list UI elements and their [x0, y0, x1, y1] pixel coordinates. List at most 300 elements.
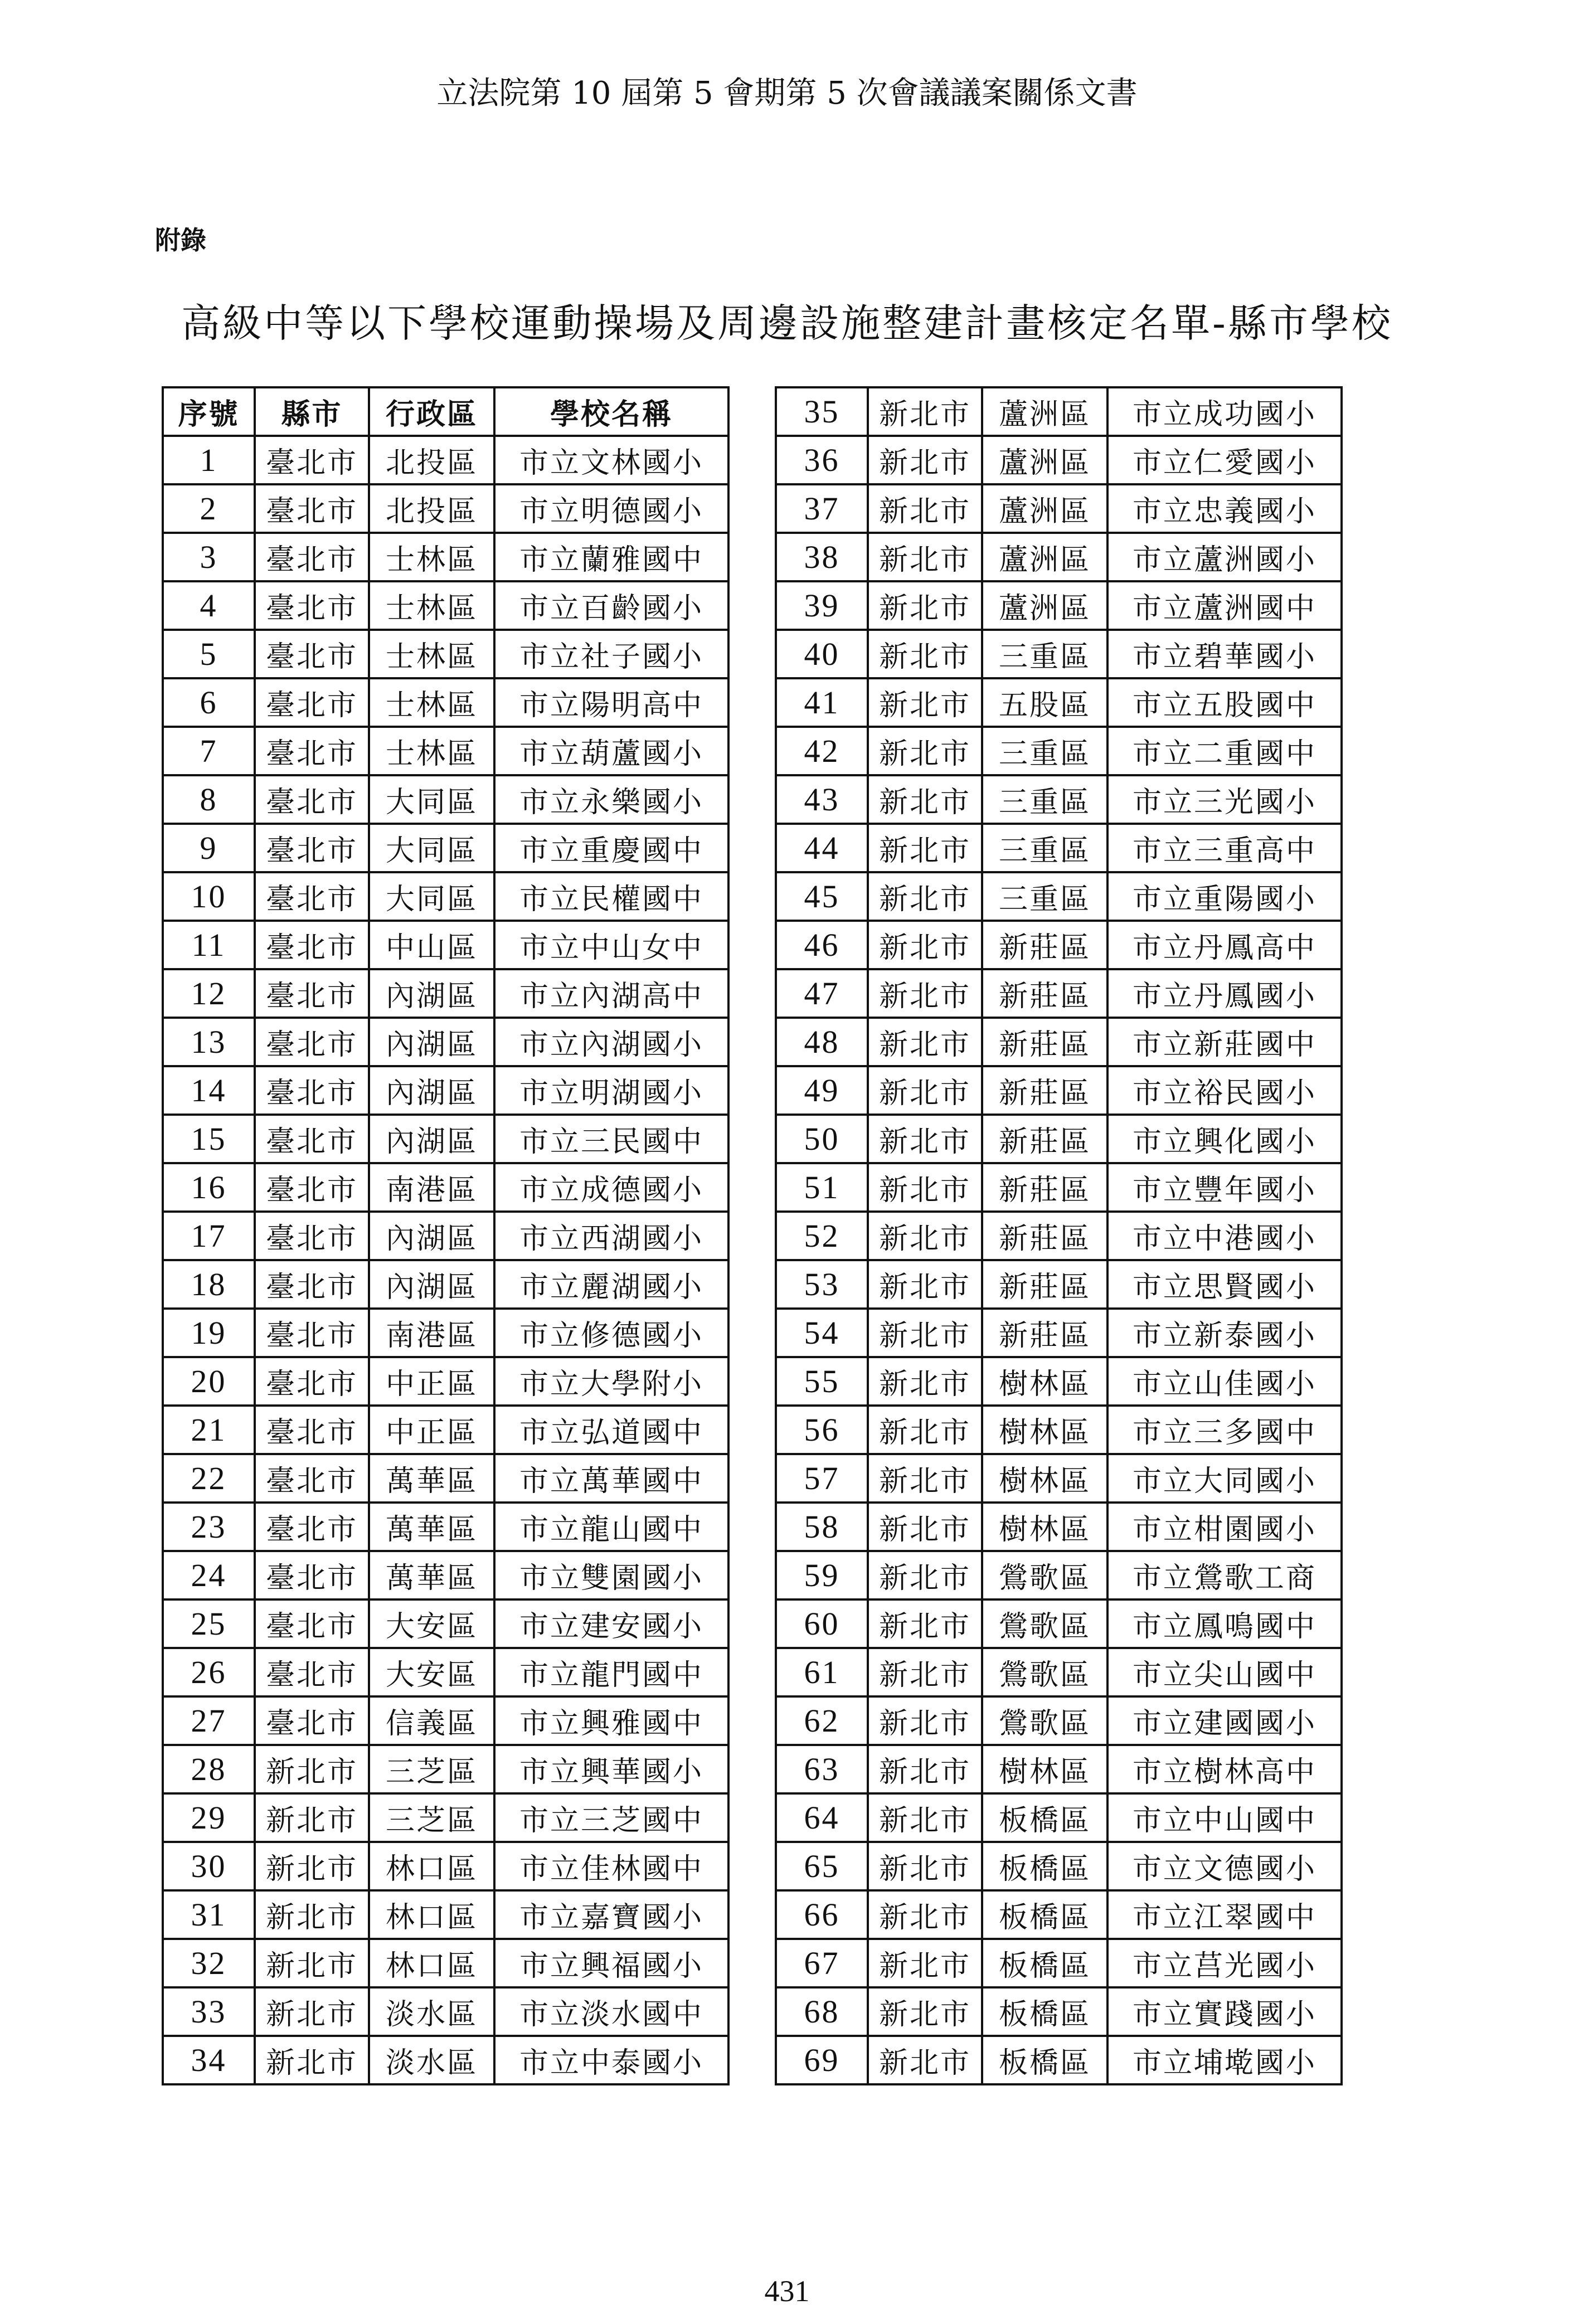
school-name-cell: 市立龍門國中 — [494, 1648, 728, 1696]
school-name-cell: 市立埔墘國小 — [1107, 2036, 1342, 2084]
table-row — [776, 581, 1342, 630]
school-name-cell: 市立尖山國中 — [1107, 1648, 1342, 1696]
school-name-cell: 市立三多國中 — [1107, 1406, 1342, 1454]
county-cell: 臺北市 — [255, 484, 369, 533]
county-cell: 新北市 — [255, 1793, 369, 1842]
serial-cell: 49 — [776, 1066, 868, 1115]
table-row — [776, 1212, 1342, 1260]
district-cell: 三重區 — [982, 775, 1107, 824]
district-cell: 板橋區 — [982, 1939, 1107, 1987]
serial-cell: 63 — [776, 1745, 868, 1793]
district-cell: 鶯歌區 — [982, 1696, 1107, 1745]
district-cell: 林口區 — [369, 1890, 494, 1939]
school-name-cell: 市立淡水國中 — [494, 1987, 728, 2036]
document-header: 立法院第 10 屆第 5 會期第 5 次會議議案關係文書 — [436, 75, 1138, 111]
district-cell: 內湖區 — [369, 1066, 494, 1115]
school-name-cell: 市立文德國小 — [1107, 1842, 1342, 1890]
school-name-cell: 市立江翠國中 — [1107, 1890, 1342, 1939]
school-name-cell: 市立內湖高中 — [494, 969, 728, 1018]
serial-cell: 50 — [776, 1115, 868, 1163]
school-name-cell: 市立丹鳳高中 — [1107, 921, 1342, 969]
county-cell: 臺北市 — [255, 1406, 369, 1454]
district-cell: 鶯歌區 — [982, 1599, 1107, 1648]
school-name-cell: 市立大同國小 — [1107, 1454, 1342, 1503]
county-cell: 臺北市 — [255, 1018, 369, 1066]
serial-cell: 10 — [163, 872, 255, 921]
serial-cell: 57 — [776, 1454, 868, 1503]
district-cell: 新莊區 — [982, 1066, 1107, 1115]
district-header: 行政區 — [369, 387, 494, 436]
table-row — [163, 581, 728, 630]
serial-cell: 35 — [776, 387, 868, 436]
table-row — [163, 1018, 728, 1066]
serial-cell: 47 — [776, 969, 868, 1018]
county-cell: 新北市 — [868, 1454, 982, 1503]
table-row — [776, 1648, 1342, 1696]
county-cell: 臺北市 — [255, 1309, 369, 1357]
table-row — [163, 1503, 728, 1551]
county-cell: 新北市 — [868, 1745, 982, 1793]
district-cell: 大同區 — [369, 775, 494, 824]
district-cell: 板橋區 — [982, 1987, 1107, 2036]
table-row — [163, 533, 728, 581]
district-cell: 新莊區 — [982, 1260, 1107, 1309]
county-cell: 臺北市 — [255, 1648, 369, 1696]
district-cell: 三重區 — [982, 727, 1107, 775]
district-cell: 大安區 — [369, 1648, 494, 1696]
district-cell: 板橋區 — [982, 1890, 1107, 1939]
serial-cell: 8 — [163, 775, 255, 824]
table-row — [776, 872, 1342, 921]
county-cell: 新北市 — [868, 775, 982, 824]
table-row — [776, 1842, 1342, 1890]
table-row — [163, 1212, 728, 1260]
district-cell: 板橋區 — [982, 2036, 1107, 2084]
district-cell: 蘆洲區 — [982, 436, 1107, 484]
table-row — [776, 1115, 1342, 1163]
serial-cell: 55 — [776, 1357, 868, 1406]
county-cell: 臺北市 — [255, 775, 369, 824]
district-cell: 大同區 — [369, 824, 494, 872]
school-name-cell: 市立豐年國小 — [1107, 1163, 1342, 1212]
school-name-cell: 市立重陽國小 — [1107, 872, 1342, 921]
school-name-cell: 市立二重國中 — [1107, 727, 1342, 775]
table-row — [163, 921, 728, 969]
district-cell: 內湖區 — [369, 1115, 494, 1163]
school-name-cell: 市立建國國小 — [1107, 1696, 1342, 1745]
district-cell: 中正區 — [369, 1357, 494, 1406]
district-cell: 板橋區 — [982, 1793, 1107, 1842]
county-cell: 新北市 — [868, 969, 982, 1018]
district-cell: 內湖區 — [369, 969, 494, 1018]
district-cell: 三重區 — [982, 872, 1107, 921]
county-cell: 臺北市 — [255, 1115, 369, 1163]
serial-cell: 26 — [163, 1648, 255, 1696]
county-cell: 臺北市 — [255, 533, 369, 581]
school-name-cell: 市立新莊國中 — [1107, 1018, 1342, 1066]
table-row — [776, 1987, 1342, 2036]
document-title: 高級中等以下學校運動操場及周邊設施整建計畫核定名單-縣市學校 — [181, 300, 1393, 346]
serial-cell: 36 — [776, 436, 868, 484]
serial-cell: 29 — [163, 1793, 255, 1842]
district-cell: 新莊區 — [982, 1212, 1107, 1260]
school-name-cell: 市立文林國小 — [494, 436, 728, 484]
school-name-cell: 市立永樂國小 — [494, 775, 728, 824]
table-row — [163, 1842, 728, 1890]
table-row — [163, 1939, 728, 1987]
school-name-cell: 市立雙園國小 — [494, 1551, 728, 1599]
table-row — [163, 1454, 728, 1503]
county-cell: 新北市 — [868, 387, 982, 436]
county-cell: 臺北市 — [255, 630, 369, 678]
district-cell: 南港區 — [369, 1163, 494, 1212]
district-cell: 士林區 — [369, 581, 494, 630]
table-row — [163, 1745, 728, 1793]
serial-cell: 25 — [163, 1599, 255, 1648]
county-cell: 新北市 — [868, 581, 982, 630]
school-name-cell: 市立新泰國小 — [1107, 1309, 1342, 1357]
school-name-cell: 市立明湖國小 — [494, 1066, 728, 1115]
district-cell: 南港區 — [369, 1309, 494, 1357]
school-name-cell: 市立麗湖國小 — [494, 1260, 728, 1309]
county-cell: 臺北市 — [255, 1163, 369, 1212]
table-row — [163, 775, 728, 824]
serial-cell: 5 — [163, 630, 255, 678]
district-cell: 中正區 — [369, 1406, 494, 1454]
table-row — [163, 436, 728, 484]
table-row — [163, 727, 728, 775]
district-cell: 新莊區 — [982, 1018, 1107, 1066]
serial-cell: 39 — [776, 581, 868, 630]
county-cell: 新北市 — [868, 1309, 982, 1357]
district-cell: 樹林區 — [982, 1357, 1107, 1406]
serial-cell: 51 — [776, 1163, 868, 1212]
county-cell: 新北市 — [868, 1551, 982, 1599]
county-cell: 臺北市 — [255, 1260, 369, 1309]
county-cell: 新北市 — [868, 678, 982, 727]
serial-cell: 54 — [776, 1309, 868, 1357]
table-row — [776, 824, 1342, 872]
school-name-cell: 市立丹鳳國小 — [1107, 969, 1342, 1018]
table-row — [163, 484, 728, 533]
county-cell: 新北市 — [868, 872, 982, 921]
county-cell: 新北市 — [255, 1842, 369, 1890]
table-row — [776, 775, 1342, 824]
county-cell: 臺北市 — [255, 824, 369, 872]
county-cell: 新北市 — [868, 630, 982, 678]
table-row — [776, 533, 1342, 581]
school-name-cell: 市立葫蘆國小 — [494, 727, 728, 775]
table-row — [163, 1406, 728, 1454]
county-cell: 臺北市 — [255, 1696, 369, 1745]
county-cell: 新北市 — [255, 2036, 369, 2084]
school-name-cell: 市立中山國中 — [1107, 1793, 1342, 1842]
school-name-cell: 市立鶯歌工商 — [1107, 1551, 1342, 1599]
table-header-row — [163, 387, 728, 436]
serial-cell: 33 — [163, 1987, 255, 2036]
serial-cell: 53 — [776, 1260, 868, 1309]
district-cell: 信義區 — [369, 1696, 494, 1745]
school-name-cell: 市立蘆洲國小 — [1107, 533, 1342, 581]
county-cell: 新北市 — [868, 1066, 982, 1115]
district-cell: 鶯歌區 — [982, 1551, 1107, 1599]
serial-cell: 67 — [776, 1939, 868, 1987]
serial-cell: 21 — [163, 1406, 255, 1454]
school-name-cell: 市立社子國小 — [494, 630, 728, 678]
school-name-cell: 市立鳳鳴國中 — [1107, 1599, 1342, 1648]
table-row — [163, 1357, 728, 1406]
school-name-cell: 市立佳林國中 — [494, 1842, 728, 1890]
table-row — [163, 630, 728, 678]
school-name-cell: 市立興福國小 — [494, 1939, 728, 1987]
school-name-cell: 市立忠義國小 — [1107, 484, 1342, 533]
table-row — [163, 1987, 728, 2036]
serial-cell: 31 — [163, 1890, 255, 1939]
county-cell: 新北市 — [255, 1987, 369, 2036]
county-cell: 新北市 — [868, 1115, 982, 1163]
serial-cell: 18 — [163, 1260, 255, 1309]
serial-cell: 14 — [163, 1066, 255, 1115]
county-cell: 新北市 — [868, 1842, 982, 1890]
school-name-cell: 市立明德國小 — [494, 484, 728, 533]
table-row — [776, 387, 1342, 436]
county-cell: 新北市 — [868, 2036, 982, 2084]
county-cell: 新北市 — [868, 533, 982, 581]
table-row — [163, 1115, 728, 1163]
serial-cell: 45 — [776, 872, 868, 921]
school-name-cell: 市立樹林高中 — [1107, 1745, 1342, 1793]
serial-cell: 40 — [776, 630, 868, 678]
district-cell: 淡水區 — [369, 2036, 494, 2084]
county-cell: 新北市 — [868, 1018, 982, 1066]
table-row — [776, 1503, 1342, 1551]
district-cell: 大安區 — [369, 1599, 494, 1648]
district-cell: 五股區 — [982, 678, 1107, 727]
table-row — [163, 2036, 728, 2084]
county-cell: 新北市 — [868, 1987, 982, 2036]
school-name-cell: 市立百齡國小 — [494, 581, 728, 630]
school-name-cell: 市立仁愛國小 — [1107, 436, 1342, 484]
table-row — [776, 1745, 1342, 1793]
district-cell: 北投區 — [369, 436, 494, 484]
district-cell: 士林區 — [369, 630, 494, 678]
county-cell: 新北市 — [868, 436, 982, 484]
county-cell: 新北市 — [255, 1745, 369, 1793]
district-cell: 新莊區 — [982, 1115, 1107, 1163]
county-cell: 新北市 — [255, 1939, 369, 1987]
county-cell: 臺北市 — [255, 969, 369, 1018]
district-cell: 三重區 — [982, 630, 1107, 678]
district-cell: 蘆洲區 — [982, 484, 1107, 533]
school-name-cell: 市立民權國中 — [494, 872, 728, 921]
serial-cell: 7 — [163, 727, 255, 775]
school-name-cell: 市立嘉寶國小 — [494, 1890, 728, 1939]
serial-cell: 65 — [776, 1842, 868, 1890]
serial-cell: 17 — [163, 1212, 255, 1260]
county-cell: 新北市 — [868, 1260, 982, 1309]
table-row — [776, 1599, 1342, 1648]
serial-cell: 59 — [776, 1551, 868, 1599]
district-cell: 樹林區 — [982, 1503, 1107, 1551]
table-row — [776, 921, 1342, 969]
table-row — [776, 1309, 1342, 1357]
school-name-cell: 市立興華國小 — [494, 1745, 728, 1793]
serial-cell: 16 — [163, 1163, 255, 1212]
serial-cell: 38 — [776, 533, 868, 581]
district-cell: 三重區 — [982, 824, 1107, 872]
serial-cell: 27 — [163, 1696, 255, 1745]
serial-cell: 41 — [776, 678, 868, 727]
county-cell: 新北市 — [255, 1890, 369, 1939]
school-name-cell: 市立弘道國中 — [494, 1406, 728, 1454]
table-row — [163, 678, 728, 727]
district-cell: 中山區 — [369, 921, 494, 969]
serial-cell: 61 — [776, 1648, 868, 1696]
district-cell: 士林區 — [369, 727, 494, 775]
district-cell: 士林區 — [369, 533, 494, 581]
table-row — [776, 1939, 1342, 1987]
serial-cell: 3 — [163, 533, 255, 581]
table-row — [776, 1454, 1342, 1503]
district-cell: 林口區 — [369, 1842, 494, 1890]
county-cell: 臺北市 — [255, 581, 369, 630]
table-row — [776, 1793, 1342, 1842]
table-row — [776, 1018, 1342, 1066]
school-name-cell: 市立三光國小 — [1107, 775, 1342, 824]
serial-cell: 34 — [163, 2036, 255, 2084]
school-name-cell: 市立三芝國中 — [494, 1793, 728, 1842]
table-row — [776, 1260, 1342, 1309]
county-cell: 臺北市 — [255, 872, 369, 921]
district-cell: 內湖區 — [369, 1260, 494, 1309]
district-cell: 內湖區 — [369, 1212, 494, 1260]
school-name-cell: 市立陽明高中 — [494, 678, 728, 727]
table-row — [163, 824, 728, 872]
table-row — [163, 1793, 728, 1842]
school-name-cell: 市立柑園國小 — [1107, 1503, 1342, 1551]
school-name-cell: 市立碧華國小 — [1107, 630, 1342, 678]
county-cell: 新北市 — [868, 1357, 982, 1406]
serial-cell: 6 — [163, 678, 255, 727]
district-cell: 鶯歌區 — [982, 1648, 1107, 1696]
table-row — [776, 1890, 1342, 1939]
county-cell: 新北市 — [868, 1793, 982, 1842]
county-cell: 臺北市 — [255, 727, 369, 775]
school-name-cell: 市立修德國小 — [494, 1309, 728, 1357]
county-cell: 新北市 — [868, 1163, 982, 1212]
county-cell: 新北市 — [868, 1212, 982, 1260]
serial-cell: 42 — [776, 727, 868, 775]
table-row — [776, 969, 1342, 1018]
school-name-cell: 市立內湖國小 — [494, 1018, 728, 1066]
county-cell: 新北市 — [868, 1939, 982, 1987]
school-name-cell: 市立大學附小 — [494, 1357, 728, 1406]
county-cell: 新北市 — [868, 1696, 982, 1745]
county-cell: 臺北市 — [255, 1551, 369, 1599]
district-cell: 大同區 — [369, 872, 494, 921]
district-cell: 新莊區 — [982, 921, 1107, 969]
school-name-cell: 市立蘭雅國中 — [494, 533, 728, 581]
district-cell: 樹林區 — [982, 1745, 1107, 1793]
school-name-cell: 市立五股國中 — [1107, 678, 1342, 727]
school-name-cell: 市立興雅國中 — [494, 1696, 728, 1745]
serial-cell: 64 — [776, 1793, 868, 1842]
table-row — [776, 678, 1342, 727]
table-row — [776, 1696, 1342, 1745]
school-name-cell: 市立建安國小 — [494, 1599, 728, 1648]
appendix-label: 附錄 — [155, 225, 206, 255]
district-cell: 新莊區 — [982, 1309, 1107, 1357]
school-name-cell: 市立裕民國小 — [1107, 1066, 1342, 1115]
school-name-cell: 市立興化國小 — [1107, 1115, 1342, 1163]
district-cell: 士林區 — [369, 678, 494, 727]
county-cell: 新北市 — [868, 1406, 982, 1454]
district-cell: 萬華區 — [369, 1551, 494, 1599]
serial-header: 序號 — [163, 387, 255, 436]
school-table-left — [162, 386, 730, 2085]
table-row — [776, 1551, 1342, 1599]
school-name-cell: 市立山佳國小 — [1107, 1357, 1342, 1406]
county-cell: 臺北市 — [255, 921, 369, 969]
serial-cell: 20 — [163, 1357, 255, 1406]
table-row — [163, 1890, 728, 1939]
page-number: 431 — [764, 2274, 810, 2308]
table-row — [163, 1551, 728, 1599]
serial-cell: 11 — [163, 921, 255, 969]
school-name-cell: 市立實踐國小 — [1107, 1987, 1342, 2036]
table-row — [163, 1648, 728, 1696]
serial-cell: 43 — [776, 775, 868, 824]
serial-cell: 37 — [776, 484, 868, 533]
district-cell: 新莊區 — [982, 1163, 1107, 1212]
serial-cell: 30 — [163, 1842, 255, 1890]
county-cell: 臺北市 — [255, 1357, 369, 1406]
table-row — [776, 484, 1342, 533]
serial-cell: 62 — [776, 1696, 868, 1745]
table-row — [163, 1309, 728, 1357]
serial-cell: 28 — [163, 1745, 255, 1793]
serial-cell: 13 — [163, 1018, 255, 1066]
table-row — [163, 969, 728, 1018]
district-cell: 萬華區 — [369, 1454, 494, 1503]
district-cell: 新莊區 — [982, 969, 1107, 1018]
county-cell: 新北市 — [868, 921, 982, 969]
school-name-cell: 市立西湖國小 — [494, 1212, 728, 1260]
school-name-cell: 市立中泰國小 — [494, 2036, 728, 2084]
district-cell: 樹林區 — [982, 1406, 1107, 1454]
school-name-cell: 市立中港國小 — [1107, 1212, 1342, 1260]
district-cell: 蘆洲區 — [982, 387, 1107, 436]
serial-cell: 23 — [163, 1503, 255, 1551]
table-row — [776, 1163, 1342, 1212]
school-name-cell: 市立三重高中 — [1107, 824, 1342, 872]
school-name-cell: 市立莒光國小 — [1107, 1939, 1342, 1987]
district-cell: 蘆洲區 — [982, 533, 1107, 581]
county-cell: 臺北市 — [255, 1212, 369, 1260]
table-row — [163, 1163, 728, 1212]
serial-cell: 68 — [776, 1987, 868, 2036]
school-name-cell: 市立中山女中 — [494, 921, 728, 969]
county-cell: 臺北市 — [255, 1454, 369, 1503]
table-row — [776, 2036, 1342, 2084]
county-cell: 臺北市 — [255, 436, 369, 484]
serial-cell: 22 — [163, 1454, 255, 1503]
school-name-cell: 市立思賢國小 — [1107, 1260, 1342, 1309]
school-name-cell: 市立萬華國中 — [494, 1454, 728, 1503]
county-cell: 新北市 — [868, 1648, 982, 1696]
table-row — [776, 1357, 1342, 1406]
serial-cell: 19 — [163, 1309, 255, 1357]
